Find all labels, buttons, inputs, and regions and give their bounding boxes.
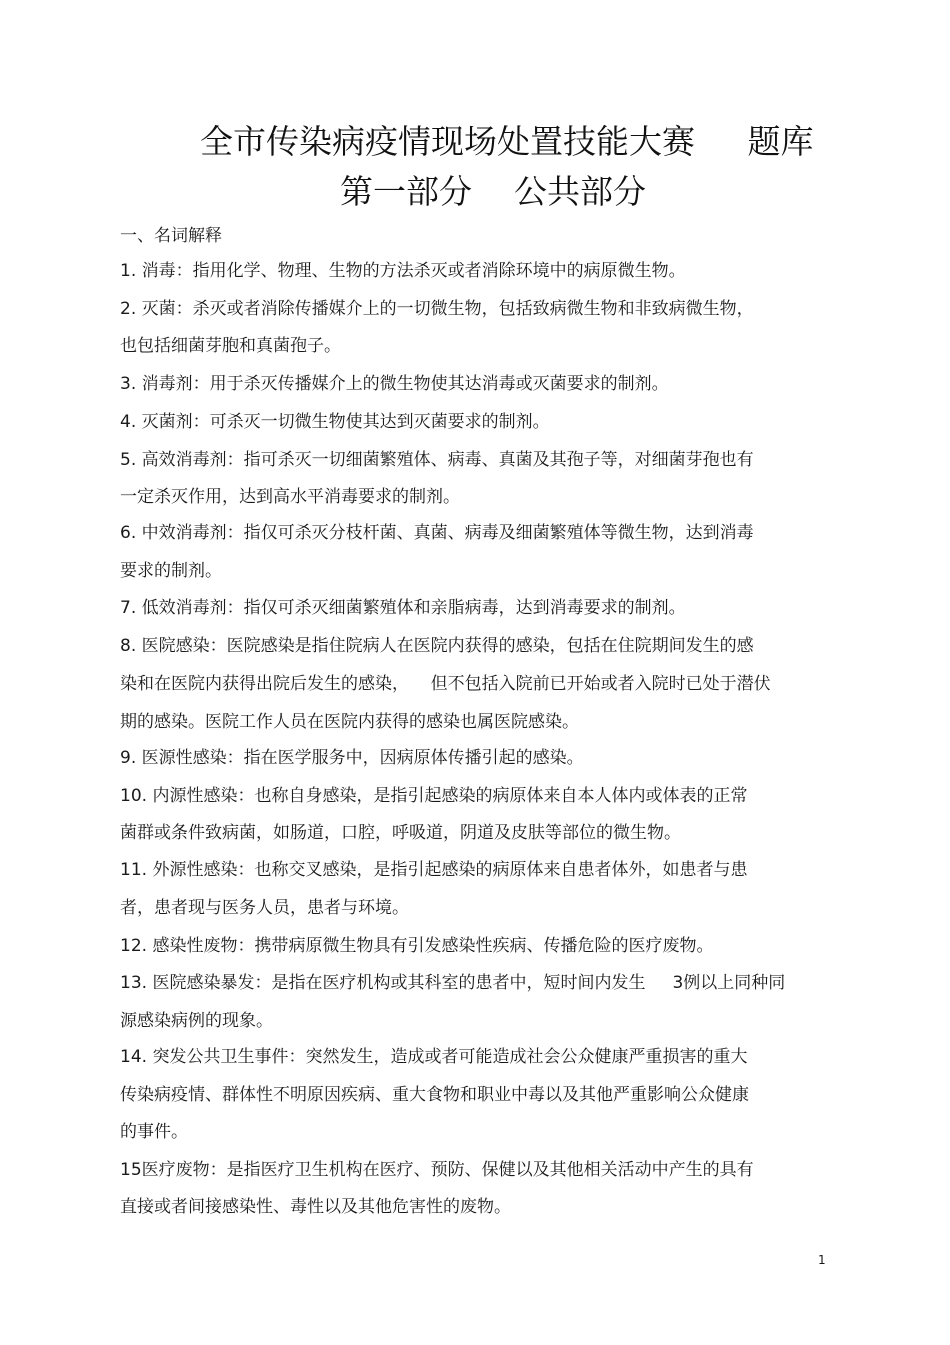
text-line: 7. 低效消毒剂：指仅可杀灭细菌繁殖体和亲脂病毒，达到消毒要求的制剂。 xyxy=(120,598,686,618)
text-line: 1. 消毒：指用化学、物理、生物的方法杀灭或者消除环境中的病原微生物。 xyxy=(120,261,686,281)
text-line: 13. 医院感染暴发：是指在医疗机构或其科室的患者中，短时间内发生 3例以上同种同 xyxy=(120,973,786,993)
document-title: 全市传染病疫情现场处置技能大赛 题库 xyxy=(200,122,814,161)
text-line: 14. 突发公共卫生事件：突然发生，造成或者可能造成社会公众健康严重损害的重大 xyxy=(120,1047,748,1067)
text-line: 8. 医院感染：医院感染是指住院病人在医院内获得的感染，包括在住院期间发生的感 xyxy=(120,636,754,656)
section-heading: 一、名词解释 xyxy=(120,226,222,246)
text-line: 4. 灭菌剂：可杀灭一切微生物使其达到灭菌要求的制剂。 xyxy=(120,412,550,432)
text-line: 5. 高效消毒剂：指可杀灭一切细菌繁殖体、病毒、真菌及其孢子等，对细菌芽孢也有 xyxy=(120,450,754,470)
text-line: 传染病疫情、群体性不明原因疾病、重大食物和职业中毒以及其他严重影响公众健康 xyxy=(120,1085,749,1105)
text-line: 11. 外源性感染：也称交叉感染，是指引起感染的病原体来自患者体外，如患者与患 xyxy=(120,860,748,880)
text-line: 的事件。 xyxy=(120,1122,188,1142)
text-line: 9. 医源性感染：指在医学服务中，因病原体传播引起的感染。 xyxy=(120,748,584,768)
text-line: 也包括细菌芽胞和真菌孢子。 xyxy=(120,336,341,356)
text-line: 一定杀灭作用，达到高水平消毒要求的制剂。 xyxy=(120,487,460,507)
text-line: 染和在医院内获得出院后发生的感染， 但不包括入院前已开始或者入院时已处于潜伏 xyxy=(120,674,771,694)
text-line: 菌群或条件致病菌，如肠道，口腔，呼吸道，阴道及皮肤等部位的微生物。 xyxy=(120,823,681,843)
text-line: 直接或者间接感染性、毒性以及其他危害性的废物。 xyxy=(120,1197,511,1217)
page-number: 1 xyxy=(818,1253,826,1267)
text-line: 12. 感染性废物：携带病原微生物具有引发感染性疾病、传播危险的医疗废物。 xyxy=(120,936,714,956)
text-line: 6. 中效消毒剂：指仅可杀灭分枝杆菌、真菌、病毒及细菌繁殖体等微生物，达到消毒 xyxy=(120,523,754,543)
text-line: 要求的制剂。 xyxy=(120,561,222,581)
text-line: 者，患者现与医务人员，患者与环境。 xyxy=(120,898,409,918)
text-line: 15医疗废物：是指医疗卫生机构在医疗、预防、保健以及其他相关活动中产生的具有 xyxy=(120,1160,754,1180)
text-line: 源感染病例的现象。 xyxy=(120,1011,273,1031)
text-line: 期的感染。医院工作人员在医院内获得的感染也属医院感染。 xyxy=(120,712,579,732)
text-line: 10. 内源性感染：也称自身感染，是指引起感染的病原体来自本人体内或体表的正常 xyxy=(120,786,748,806)
document-subtitle: 第一部分 公共部分 xyxy=(340,172,646,211)
text-line: 2. 灭菌：杀灭或者消除传播媒介上的一切微生物，包括致病微生物和非致病微生物， xyxy=(120,299,754,319)
text-line: 3. 消毒剂：用于杀灭传播媒介上的微生物使其达消毒或灭菌要求的制剂。 xyxy=(120,374,669,394)
